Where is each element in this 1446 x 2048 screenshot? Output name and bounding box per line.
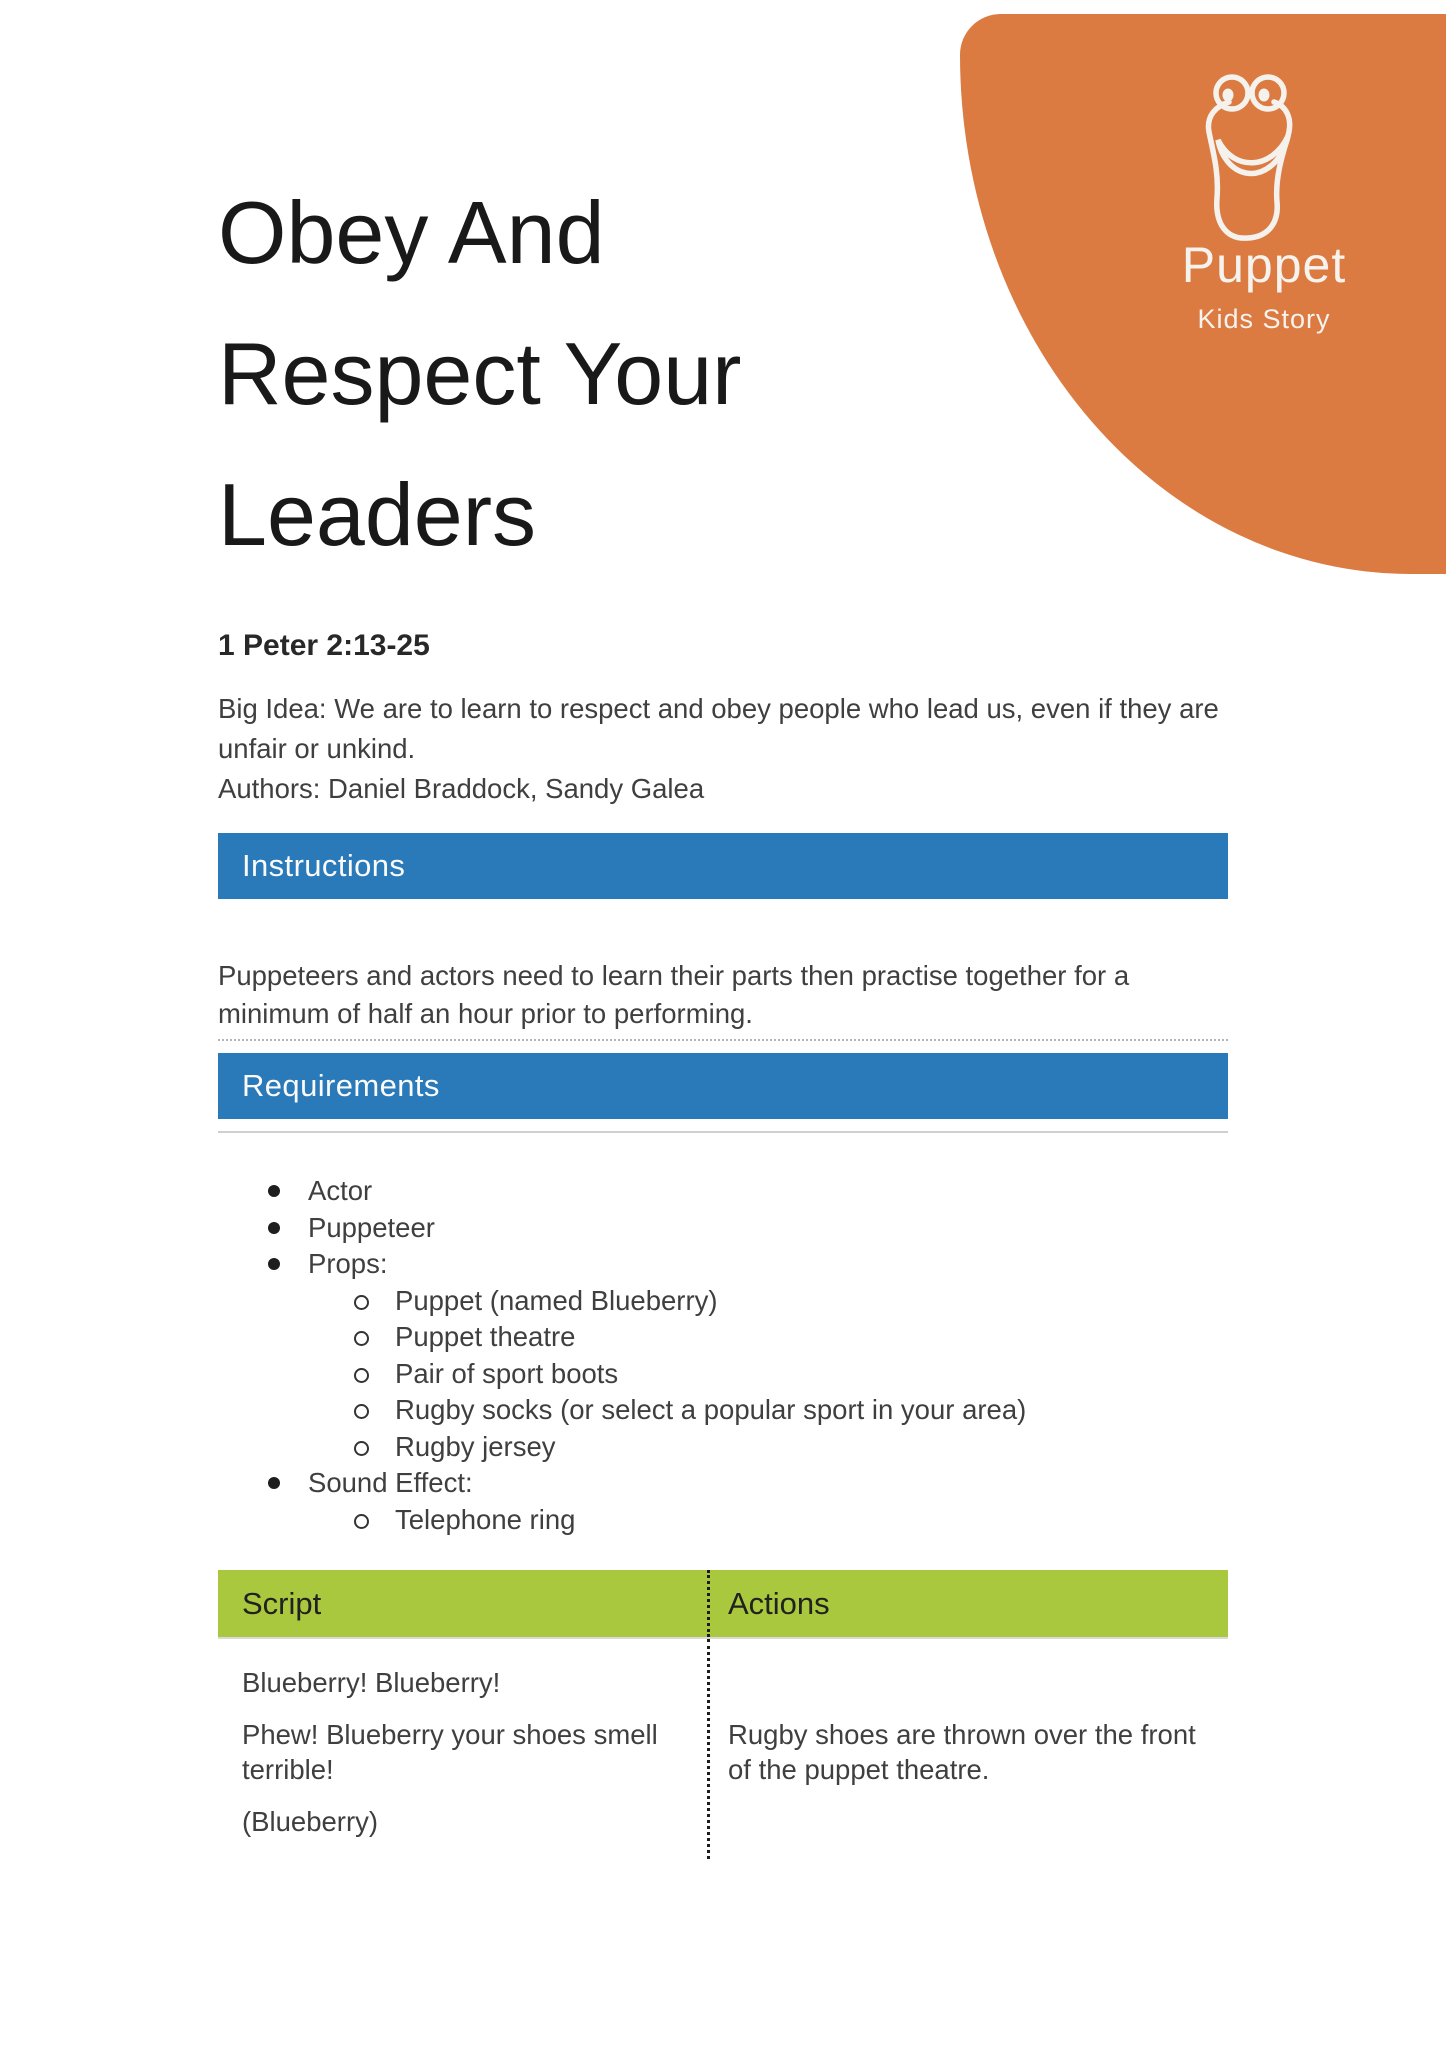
column-header-actions: Actions <box>707 1570 1228 1637</box>
brand-blob <box>960 14 1446 574</box>
instructions-section-header <box>218 833 1228 899</box>
grey-divider <box>218 1131 1228 1133</box>
requirements-heading-label: Requirements <box>242 1068 440 1103</box>
instructions-heading-label: Instructions <box>242 848 406 883</box>
list-item: Puppeteer <box>218 1210 1228 1247</box>
list-item: Puppet theatre <box>218 1319 1228 1356</box>
brand-name: Puppet <box>1181 237 1347 293</box>
dotted-divider <box>218 1039 1228 1041</box>
puppet-face-icon <box>1196 60 1312 245</box>
big-idea-text: Big Idea: We are to learn to respect and obey people who lead us, even if they are unfair or unkind. <box>218 693 1219 764</box>
table-row <box>218 1637 1228 1859</box>
table-header-row <box>218 1570 1228 1637</box>
list-item: Puppet (named Blueberry) <box>218 1283 1228 1320</box>
script-actions-table <box>218 1570 1228 1859</box>
page-title <box>218 162 978 585</box>
requirements-list <box>218 1173 1228 1538</box>
list-item: Rugby jersey <box>218 1429 1228 1466</box>
scripture-reference: 1 Peter 2:13-25 <box>218 629 430 662</box>
script-line: Phew! Blueberry your shoes smell terrible! <box>242 1719 658 1785</box>
title-line-2: Respect Your <box>218 324 742 423</box>
title-line-1: Obey And <box>218 183 605 282</box>
script-line: (Blueberry) <box>242 1806 379 1837</box>
list-item: Rugby socks (or select a popular sport in your area) <box>218 1392 1228 1429</box>
list-item: Sound Effect: <box>218 1465 1228 1502</box>
requirements-section-header <box>218 1053 1228 1119</box>
title-line-3: Leaders <box>218 465 537 564</box>
authors-text: Authors: Daniel Braddock, Sandy Galea <box>218 773 705 804</box>
script-line: Blueberry! Blueberry! <box>242 1667 501 1698</box>
action-line: Rugby shoes are thrown over the front of the puppet theatre. <box>728 1719 1196 1785</box>
column-header-script: Script <box>242 1585 322 1621</box>
list-item: Props: <box>218 1246 1228 1283</box>
list-item: Actor <box>218 1173 1228 1210</box>
list-item: Telephone ring <box>218 1502 1228 1539</box>
list-item: Pair of sport boots <box>218 1356 1228 1393</box>
brand-tagline: Kids Story <box>1197 304 1331 334</box>
actions-cell <box>707 1639 1228 1859</box>
instructions-body-text: Puppeteers and actors need to learn their parts then practise together for a minimum of half an hour prior to performing. <box>218 960 1130 1029</box>
script-cell <box>218 1639 707 1859</box>
